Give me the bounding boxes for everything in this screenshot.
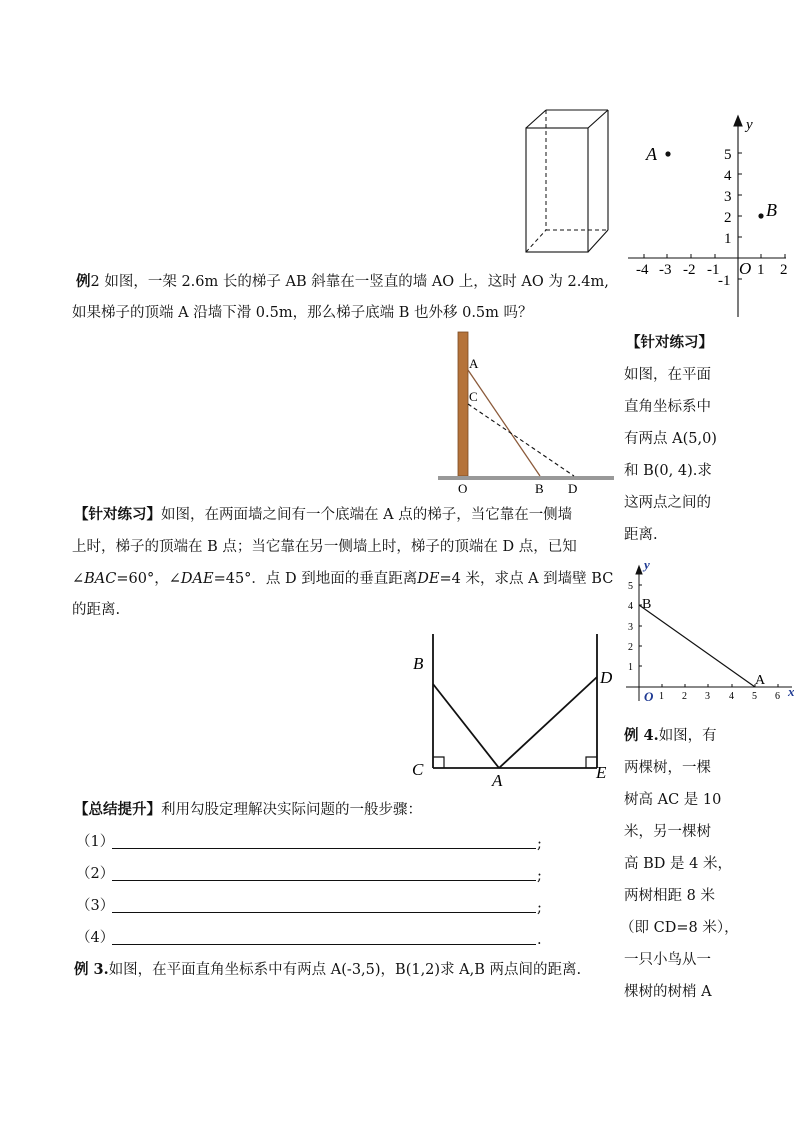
sidebar-practice-line: 有两点 A(5,0) xyxy=(624,431,717,447)
point-b-label: B xyxy=(766,200,777,220)
example4-line: 两树相距 8 米 xyxy=(624,888,715,904)
blank-line xyxy=(112,848,536,849)
label-a: A xyxy=(469,356,479,371)
summary-label: 【总结提升】 xyxy=(74,801,161,818)
step-end: ; xyxy=(537,836,542,852)
practice1-text: =45°．点 D 到地面的垂直距离 xyxy=(213,571,418,587)
angle-dae: DAE xyxy=(180,571,214,587)
label-b: B xyxy=(535,481,544,496)
coordinate-plane-2 xyxy=(622,556,794,704)
label-a: A xyxy=(492,771,503,790)
example2-text: 如图，一架 2.6m 长的梯子 AB 斜靠在一竖直的墙 AO 上，这时 AO 为 2.4m, xyxy=(99,274,609,290)
step-end: . xyxy=(537,932,542,948)
segment-ab xyxy=(639,605,755,687)
ladder-figure xyxy=(436,328,618,498)
y-tick: 3 xyxy=(628,622,633,633)
example4-line: 树高 AC 是 10 xyxy=(624,792,722,808)
label-b: B xyxy=(413,654,424,673)
x-tick: 1 xyxy=(757,262,765,278)
x-tick: -1 xyxy=(707,262,720,278)
point-b-label: B xyxy=(642,597,652,612)
origin-label: O xyxy=(644,689,654,704)
example4-line: 一只小鸟从一 xyxy=(624,952,711,968)
ladder-ab xyxy=(468,370,540,476)
segment-de: DE xyxy=(417,571,440,587)
point-b-dot xyxy=(758,213,763,218)
y-axis-label: y xyxy=(746,117,753,133)
x-axis-label: x xyxy=(788,684,794,699)
point-a-label: A xyxy=(646,144,657,164)
x-tick: 2 xyxy=(780,262,788,278)
x-tick: 3 xyxy=(705,691,710,702)
practice1-text: =60°，∠ xyxy=(116,571,181,587)
y-tick: 2 xyxy=(628,642,633,653)
x-tick: 2 xyxy=(682,691,687,702)
step-number: （2） xyxy=(76,866,115,882)
origin-label: O xyxy=(739,259,752,278)
practice1-text: 如图，在两面墙之间有一个底端在 A 点的梯子，当它靠在一侧墙 xyxy=(161,507,573,523)
example4-line: 米，另一棵树 xyxy=(624,824,711,840)
example2-num: 2 xyxy=(90,274,100,290)
y-tick: 1 xyxy=(628,662,633,673)
step-number: （1） xyxy=(76,834,115,850)
x-tick: 1 xyxy=(659,691,664,702)
practice1-line4: 的距离. xyxy=(72,602,121,618)
example3-label: 例 3. xyxy=(74,961,109,978)
step-end: ; xyxy=(537,868,542,884)
point-a-dot xyxy=(665,151,670,156)
label-c: C xyxy=(412,760,424,779)
label-d: D xyxy=(568,481,578,496)
sidebar-practice-line: 距离. xyxy=(624,527,658,543)
coordinate-plane-1 xyxy=(624,112,794,322)
label-c: C xyxy=(469,389,478,404)
label-o: O xyxy=(458,481,468,496)
summary-text: 利用勾股定理解决实际问题的一般步骤： xyxy=(161,802,422,818)
angle-bac: BAC xyxy=(84,571,117,587)
example3-text: 如图，在平面直角坐标系中有两点 A(-3,5)，B(1,2)求 A,B 两点间的距离. xyxy=(108,962,582,978)
sidebar-practice-line: 和 B(0, 4).求 xyxy=(624,463,712,479)
y-axis-label: y xyxy=(644,557,650,572)
x-tick: 5 xyxy=(752,691,757,702)
sidebar-practice-line: 直角坐标系中 xyxy=(624,399,711,415)
practice1-label: 【针对练习】 xyxy=(74,506,161,523)
example4-label: 例 4. xyxy=(624,727,659,744)
label-d: D xyxy=(600,668,613,687)
y-tick: -1 xyxy=(718,273,731,289)
prism-figure xyxy=(520,108,612,256)
two-walls-figure xyxy=(408,628,628,790)
y-tick: 2 xyxy=(724,210,732,226)
x-tick: 4 xyxy=(729,691,734,702)
point-a-label: A xyxy=(755,673,766,688)
y-tick: 4 xyxy=(628,601,633,612)
y-tick: 5 xyxy=(628,581,633,592)
x-tick: -4 xyxy=(636,262,649,278)
blank-line xyxy=(112,912,536,913)
x-tick: -3 xyxy=(659,262,672,278)
practice1-text: =4 米，求点 A 到墙壁 BC xyxy=(439,571,614,587)
blank-line xyxy=(112,944,536,945)
example2-line1 xyxy=(76,272,609,292)
y-tick: 1 xyxy=(724,231,732,247)
practice1-line3 xyxy=(72,569,613,589)
y-tick: 3 xyxy=(724,189,732,205)
example4-line: 两棵树，一棵 xyxy=(624,760,711,776)
label-e: E xyxy=(596,763,607,782)
example4-line: 棵树的树梢 A xyxy=(624,984,712,1000)
example4-line: （即 CD=8 米）， xyxy=(620,920,739,936)
x-tick: -2 xyxy=(683,262,696,278)
sidebar-practice-label: 【针对练习】 xyxy=(626,334,713,351)
example2-line2: 如果梯子的顶端 A 沿墙下滑 0.5m，那么梯子底端 B 也外移 0.5m 吗？ xyxy=(72,305,533,321)
blank-line xyxy=(112,880,536,881)
sidebar-practice-line: 这两点之间的 xyxy=(624,495,711,511)
example4-text: 如图，有 xyxy=(658,728,717,744)
x-tick: 6 xyxy=(775,691,780,702)
ladder-cd xyxy=(468,404,574,476)
sidebar-practice-line: 如图，在平面 xyxy=(624,367,711,383)
example3-line xyxy=(74,960,581,980)
example4-line: 高 BD 是 4 米， xyxy=(624,856,732,872)
step-end: ; xyxy=(537,900,542,916)
y-tick: 5 xyxy=(724,147,732,163)
example4-line1 xyxy=(624,720,717,752)
angle-symbol: ∠ xyxy=(72,571,85,587)
summary-heading xyxy=(74,800,422,820)
wall xyxy=(458,332,468,476)
y-tick: 4 xyxy=(724,168,732,184)
step-number: （4） xyxy=(76,930,115,946)
example2-label: 例 xyxy=(76,273,91,290)
practice1-line2: 上时，梯子的顶端在 B 点；当它靠在另一侧墙上时，梯子的顶端在 D 点，已知 xyxy=(72,539,577,555)
practice1-line1 xyxy=(74,505,572,525)
step-number: （3） xyxy=(76,898,115,914)
